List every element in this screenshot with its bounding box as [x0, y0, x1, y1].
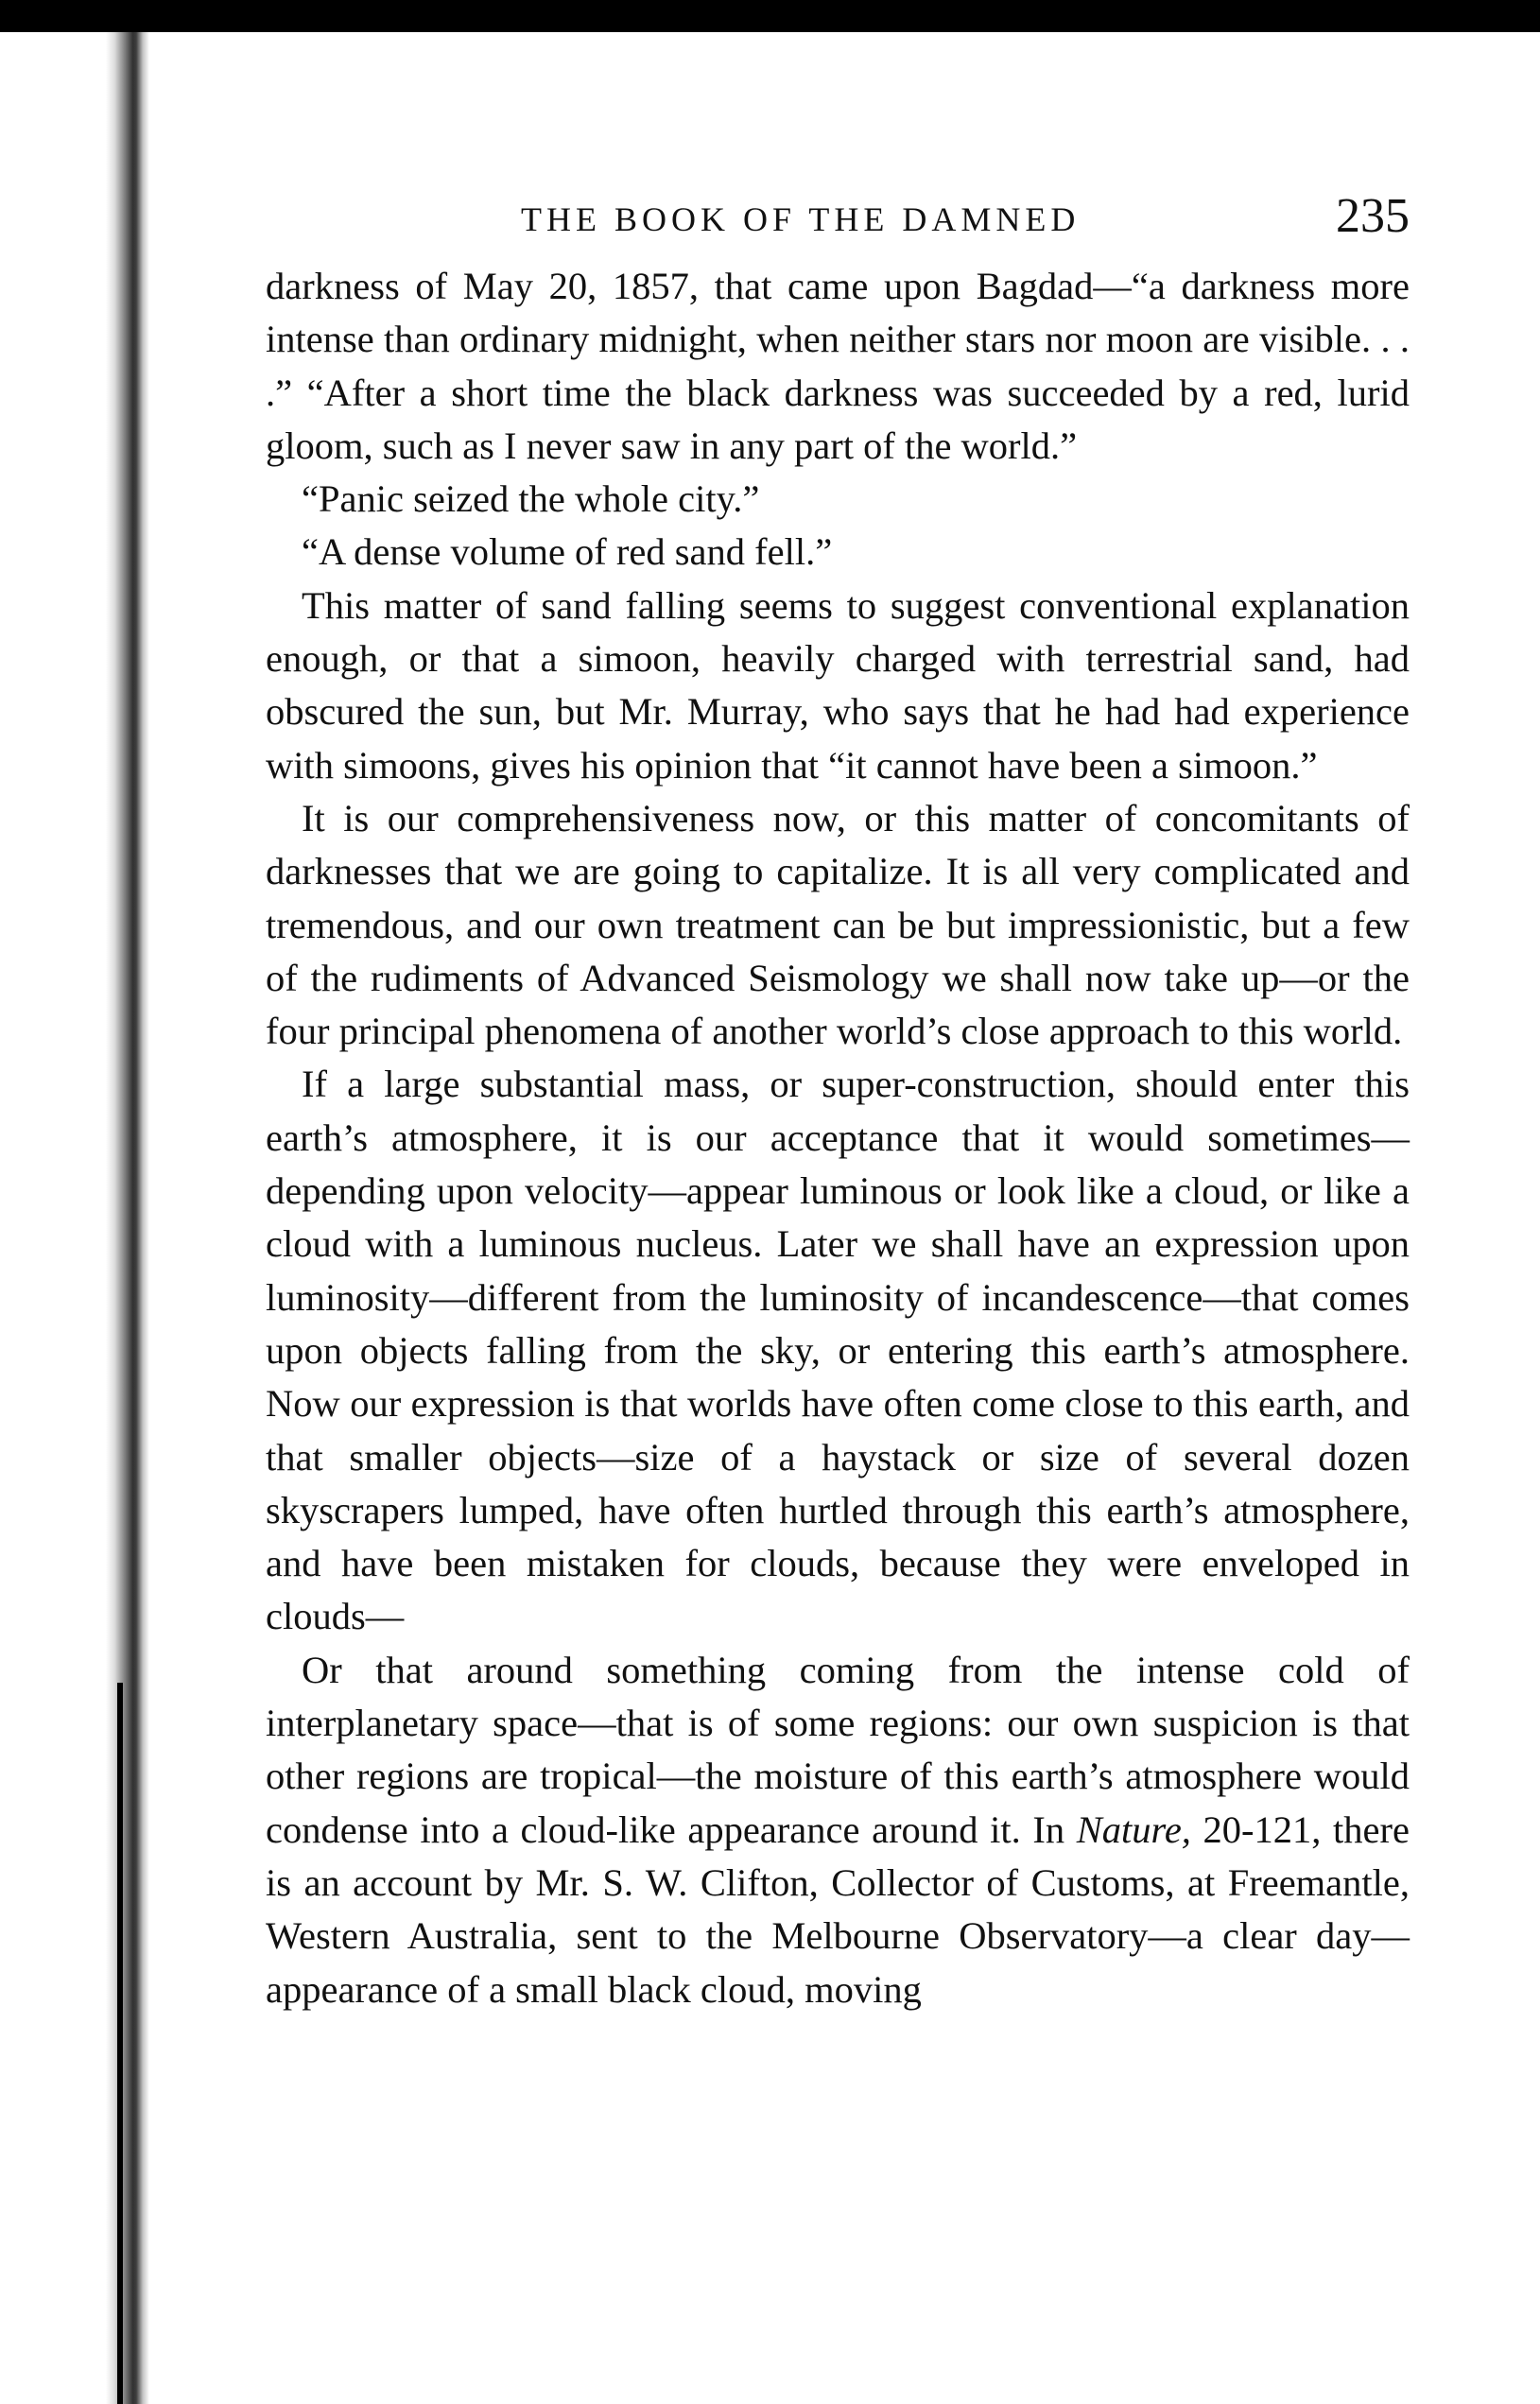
- running-head: [266, 189, 1410, 260]
- book-page: [266, 189, 1410, 2016]
- book-gutter-shadow: [106, 32, 149, 2404]
- running-title: THE BOOK OF THE DAMNED: [521, 200, 1081, 238]
- paragraph-text: Or that around something coming from the intense cold of interplanetary space—that is of some regions: our own suspicion is that other regions are tropical—the moisture of this earth’s atmosphere would condense into a cloud-like appearance around it. In: [266, 1648, 1410, 1851]
- journal-title: Nature,: [1076, 1807, 1191, 1851]
- paragraph-text: 20-121, there is an account by Mr. S. W. Clifton, Collector of Customs, at Freemantle, Western Australia, sent to the Melbourne Observatory—a clear day—appearance of a small black cloud, moving: [266, 1807, 1410, 2011]
- paragraph: This matter of sand falling seems to suggest conventional explanation enough, or that a simoon, heavily charged with terrestrial sand, had obscured the sun, but Mr. Murray, who says that he had had experience with simoons, gives his opinion that “it cannot have been a simoon.”: [266, 583, 1410, 787]
- body-text: [266, 260, 1410, 2016]
- paragraph: If a large substantial mass, or super-construction, should enter this earth’s atmosphere, it is our acceptance that it would sometimes—depending upon velocity—appear luminous or look like a cloud, or like a cloud with a luminous nucleus. Later we shall have an expression upon luminosity—different from the luminosity of incandescence—that comes upon objects falling from the sky, or entering this earth’s atmosphere. Now our expression is that worlds have often come close to this earth, and that smaller objects—size of a haystack or size of several dozen skyscrapers lumped, have often hurtled through this earth’s atmosphere, and have been mistaken for clouds, because they were enveloped in clouds—: [266, 1063, 1410, 1638]
- paragraph: “A dense volume of red sand fell.”: [302, 530, 833, 574]
- paragraph: “Panic seized the whole city.”: [302, 477, 760, 521]
- book-gutter-edge: [117, 1683, 123, 2404]
- paragraph: darkness of May 20, 1857, that came upon Bagdad—“a darkness more intense than ordinary midnight, when neither stars nor moon are visible. . . .” “After a short time the black darkness was succeeded by a red, lurid gloom, such as I never saw in any part of the world.”: [266, 265, 1410, 467]
- paragraph: It is our comprehensiveness now, or this matter of concomitants of darknesses that we are going to capitalize. It is all very complicated and tremendous, and our own treatment can be but impressionistic, but a few of the rudiments of Advanced Seismology we shall now take up—or the four principal phenomena of another world’s close approach to this world.: [266, 796, 1410, 1053]
- page-number: 235: [1336, 189, 1410, 243]
- paragraph: [266, 1644, 1410, 2016]
- scan-top-edge: [0, 0, 1540, 32]
